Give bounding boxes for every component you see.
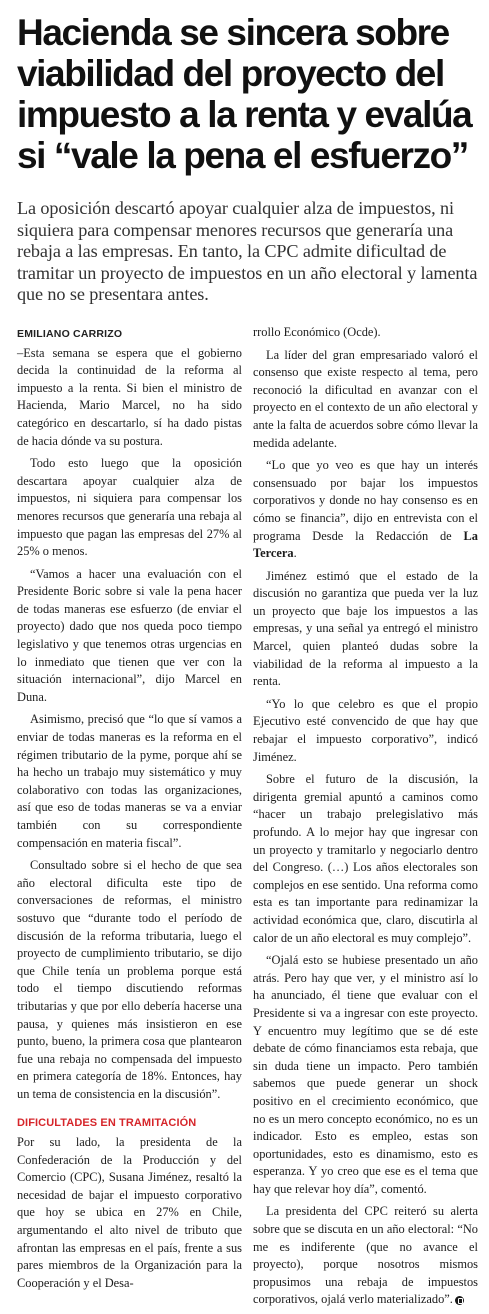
paragraph: La líder del gran empresariado valoró el consenso que existe respecto al tema, pero reconoció la dificultad en avanzar con el proyecto en el contexto de un año electoral y ante la falta de acuerdos sobre cómo llevar la medida adelante. [253, 347, 478, 450]
paragraph: “Vamos a hacer una evaluación con el Presidente Boric sobre si vale la pena hacer de todas maneras ese esfuerzo (de enviar el proyecto) dado que nos queda poco tiempo legislativo y que tenemos otras urgencias en lo inmediato que tienen que ver con la situación internacional”, dijo Marcel en Duna. [17, 566, 242, 704]
paragraph: Jiménez estimó que el estado de la discusión no garantiza que pueda ver la luz un proyecto que baje los impuestos a las empresas, y una señal ya entregó el ministro Marcel, quien planteó dudas sobre la viabilidad de la reforma al impuesto a la renta. [253, 568, 478, 689]
paragraph: Sobre el futuro de la discusión, la dirigenta gremial apuntó a caminos como “hacer un trabajo prelegislativo más profundo. A lo mejor hay que ingresar con un proyecto y tramitarlo y negociarlo dentro del Congreso. (…) Los años electorales son complejos en ese sentido. Una reforma como esta es tan importante para redinamizar la actividad económica que, claro, discutirla al calor de un año electoral es muy complejo”. [253, 772, 478, 945]
deck: La oposición descartó apoyar cualquier alza de impuestos, ni siquiera para compensar menores recursos que generaría una rebaja a las empresas. En tanto, la CPC admite dificultad de tramitar un proyecto de impuestos en un año electoral y lamenta que no se presentara antes. [17, 198, 478, 305]
paragraph: Todo esto luego que la oposición descartara apoyar cualquier alza de impuestos, ni siquiera para compensar los menores recursos que generaría una rebaja al impuesto que pagan las empresas del 27% al 25% o menos. [17, 456, 242, 559]
column-left [17, 324, 242, 1314]
quote-text: “Lo que yo veo es que hay un interés consensuado por bajar los impuestos corporativos y donde no hay consenso es en cómo se financia”, dijo en entrevista con el programa Desde la Redacción de [253, 458, 478, 543]
article-body [17, 324, 478, 1314]
end-of-article-icon [455, 1296, 464, 1305]
publication-name: La Tercera [253, 528, 478, 561]
paragraph: “Ojalá esto se hubiese presentado un año atrás. Pero hay que ver, y el ministro así lo ha anunciado, él tiene que evaluar con el Presidente si va a ingresar con este proyecto. Y encuentro muy legítimo que se dé este debate de cómo financiamos esta rebaja, que sin duda tiene un impacto. Pero también sabemos que puede generar un shock positivo en el crecimiento económico, que no es un mero concepto económico, no es un indicador. Esto es empleo, estas son oportunidades, esto es dinamismo, esto es esperanza. Y yo creo que ese es el tema que hay que relevar hoy día”, comentó. [253, 953, 478, 1196]
paragraph: Por su lado, la presidenta de la Confederación de la Producción y del Comercio (CPC), Susana Jiménez, resaltó la necesidad de bajar el impuesto corporativo que hoy se ubica en 27% en Chile, argumentando el alto nivel de tributo que afrontan las empresas en el país, frente a sus pares miembros de la Organización para la Cooperación y el Desa- [17, 1135, 242, 1290]
paragraph: Consultado sobre si el hecho de que sea año electoral dificulta este tipo de conversaciones de reformas, el ministro sostuvo que “durante todo el período de discusión de la reforma tributaria, luego el proyecto de cumplimiento tributario, se dijo que Chile tenía un problema porque está todo el tiempo discutiendo reformas tributarias y que por ello debería hacerse una pausa, y quienes más insistieron en ese punto, bueno, la primera cosa que plantearon fue una rebaja no compensada del impuesto en primera categoría de 18%. Entonces, hay un tema de consistencia en la discusión”. [17, 858, 242, 1101]
final-text: La presidenta del CPC reiteró su alerta sobre que se discuta en un año electoral: “No me es indiferente (que no avance el proyecto), porque nosotros mismos propusimos una rebaja de impuestos corporativos, ojalá verlo materializado”. [253, 1204, 478, 1307]
paragraph-quote [253, 457, 478, 563]
quote-end: . [293, 546, 297, 561]
paragraph-continuation: rrollo Económico (Ocde). [253, 324, 381, 339]
paragraph: –Esta semana se espera que el gobierno decida la continuidad de la reforma al impuesto a la renta. Si bien el ministro de Hacienda, Mario Marcel, no ha sido categórico en descartarlo, sí ha dado pistas de hacia dónde va su postura. [17, 345, 242, 448]
subhead: DIFICULTADES EN TRAMITACIÓN [17, 1116, 197, 1129]
column-right [253, 324, 478, 1314]
headline: Hacienda se sincera sobre viabilidad del proyecto del impuesto a la renta y evalúa si “vale la pena el esfuerzo” [17, 12, 472, 176]
paragraph: “Yo lo que celebro es que el propio Ejecutivo esté convencido de que hay que rebajar el impuesto corporativo”, indicó Jiménez. [253, 696, 478, 764]
paragraph-final [253, 1203, 478, 1309]
byline: EMILIANO CARRIZO [17, 327, 123, 340]
paragraph: Asimismo, precisó que “lo que sí vamos a enviar de todas maneras es la reforma en el régimen tributario de la pyme, porque ahí se ha hecho un trabajo muy sistemático y muy colaborativo con todas las organizaciones, así que eso de todas maneras se va a enviar también con su correspondiente compensación en materia fiscal”. [17, 712, 242, 850]
